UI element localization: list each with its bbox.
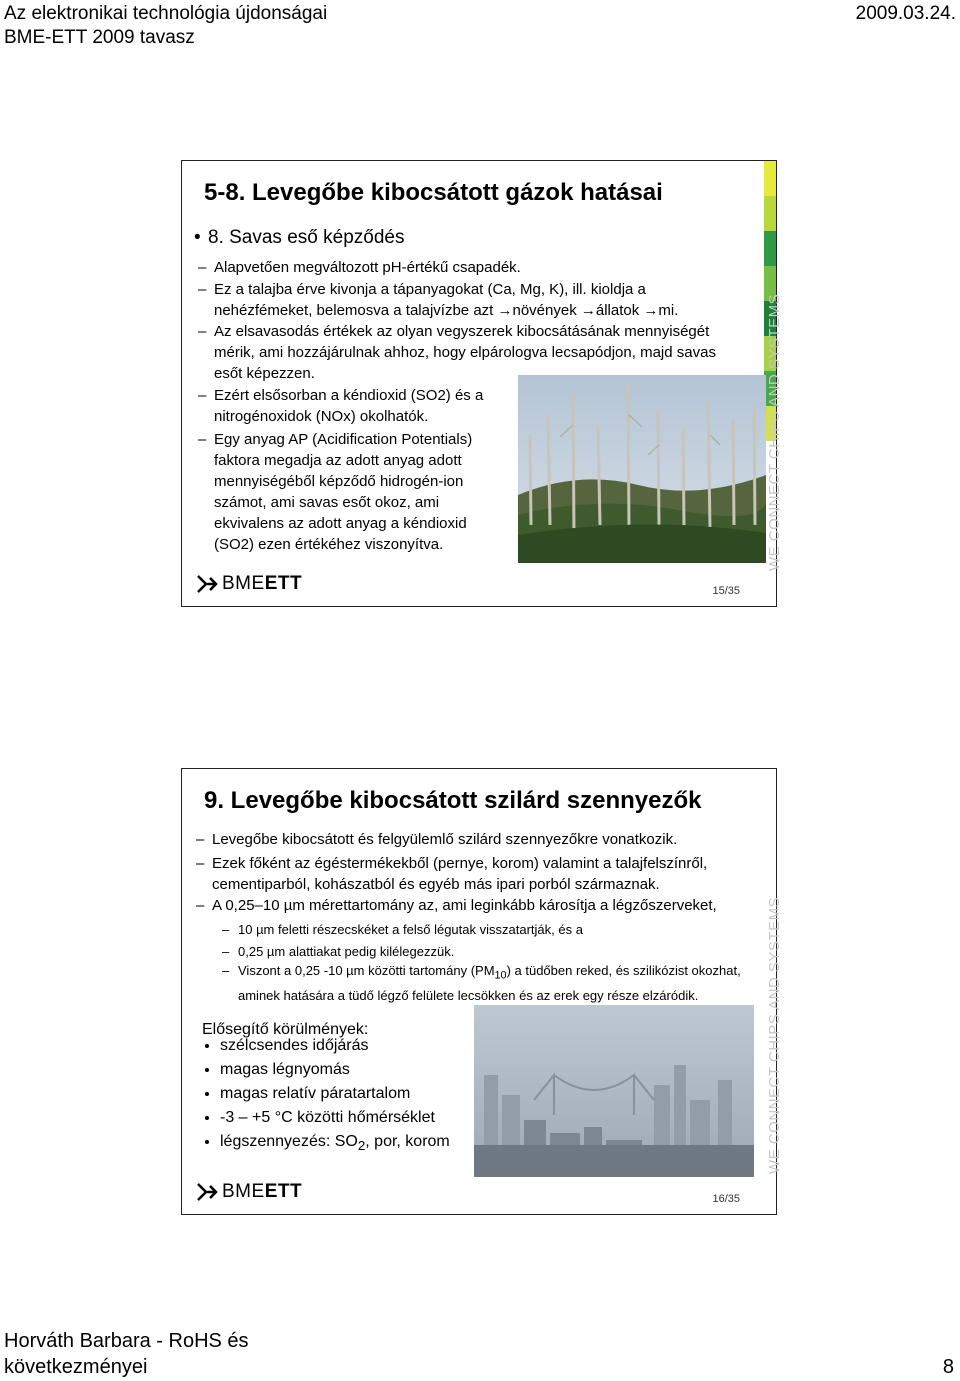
logo-text-bme: BME xyxy=(222,573,265,594)
slide-16 xyxy=(181,768,783,1215)
smog-city-photo xyxy=(474,1005,754,1177)
condition-item: • -3 – +5 °C közötti hőmérséklet xyxy=(220,1109,450,1127)
condition-item: • szélcsendes időjárás xyxy=(220,1037,450,1055)
footer-page-number: 8 xyxy=(942,1356,954,1378)
logo-text-ett: ETT xyxy=(264,1181,303,1202)
condition-item: • magas légnyomás xyxy=(220,1061,450,1079)
list-item: – Alapvetően megváltozott pH-értékű csapadék. xyxy=(198,259,521,276)
header-title: Az elektronikai technológia újdonságai xyxy=(4,3,328,24)
header-subtitle: BME-ETT 2009 tavasz xyxy=(4,27,195,48)
logo-text-bme: BME xyxy=(222,1181,265,1202)
bmeett-logo xyxy=(196,573,302,595)
footer-author: Horváth Barbara - RoHS és xyxy=(4,1330,249,1352)
conditions-list xyxy=(202,1037,450,1159)
bmeett-logo xyxy=(196,1181,302,1203)
slide-title: 5-8. Levegőbe kibocsátott gázok hatásai xyxy=(204,179,663,206)
slide-title: 9. Levegőbe kibocsátott szilárd szennyezők xyxy=(204,787,702,814)
slide-page-number: 15/35 xyxy=(712,585,740,597)
slide-page-number: 16/35 xyxy=(712,1193,740,1205)
list-item: – Az elsavasodás értékek az olyan vegyszerek kibocsátásának mennyiségét mérik, ami hozzájárulnak ahhoz, hogy elpárologva lecsapódjon, majd savas esőt képezzen. xyxy=(198,323,716,382)
sub-list-item: – 10 µm feletti részecskéket a felső légutak visszatartják, és a xyxy=(222,922,583,937)
ett-emblem-icon xyxy=(196,1182,218,1202)
footer-topic: következményei xyxy=(4,1356,148,1378)
conditions-title: Elősegítő körülmények: xyxy=(202,1021,369,1038)
brand-vertical-text: WE CONNECT CHIPS AND SYSTEMS xyxy=(766,896,783,1174)
sub-list-item: – Viszont a 0,25 -10 µm közötti tartomány $(PM_{10})$ a tüdőben reked, és szilikózist okozhat, aminek hatására a tüdő légző felülete lecsökken és az erek egy része elzáródik. xyxy=(222,963,741,1003)
logo-text-ett: ETT xyxy=(264,573,303,594)
list-item: – A 0,25–10 µm mérettartomány az, ami leginkább károsítja a légzőszerveket, xyxy=(196,897,717,914)
list-item: – Ezért elsősorban a kéndioxid (SO2) és a nitrogénoxidok (NOx) okolhatók. xyxy=(198,387,484,425)
brand-vertical-text: WE CONNECT CHIPS AND SYSTEMS xyxy=(766,293,783,571)
ett-emblem-icon xyxy=(196,574,218,594)
header-date: 2009.03.24. xyxy=(855,3,956,24)
dead-forest-photo xyxy=(518,375,766,563)
condition-item: • magas relatív páratartalom xyxy=(220,1085,450,1103)
condition-item: • légszennyezés: $SO_2$, por, korom xyxy=(220,1133,450,1153)
list-item: – Levegőbe kibocsátott és felgyülemlő szilárd szennyezőkre vonatkozik. xyxy=(196,831,678,848)
list-item: – Egy anyag AP (Acidification Potentials) faktora megadja az adott anyag adott mennyiségéből képződő hidrogén-ion számot, ami savas esőt okoz, ami ekvivalens az adott anyag a kéndioxid (SO2) ezen értékéhez viszonyítva. xyxy=(198,431,473,553)
slide-15 xyxy=(181,160,783,607)
list-item: – Ez a talajba érve kivonja a tápanyagokat (Ca, Mg, K), ill. kioldja a nehézfémeket, belemosva a talajvízbe azt →növények →állatok →mi. xyxy=(198,281,679,319)
sub-list-item: – 0,25 µm alattiakat pedig kilélegezzük. xyxy=(222,944,455,959)
bullet-item: • 8. Savas eső képződés xyxy=(194,227,405,248)
list-item: – Ezek főként az égéstermékekből (pernye, korom) valamint a talajfelszínről, cementiparból, kohászatból és egyéb más ipari porból származnak. xyxy=(196,855,708,893)
